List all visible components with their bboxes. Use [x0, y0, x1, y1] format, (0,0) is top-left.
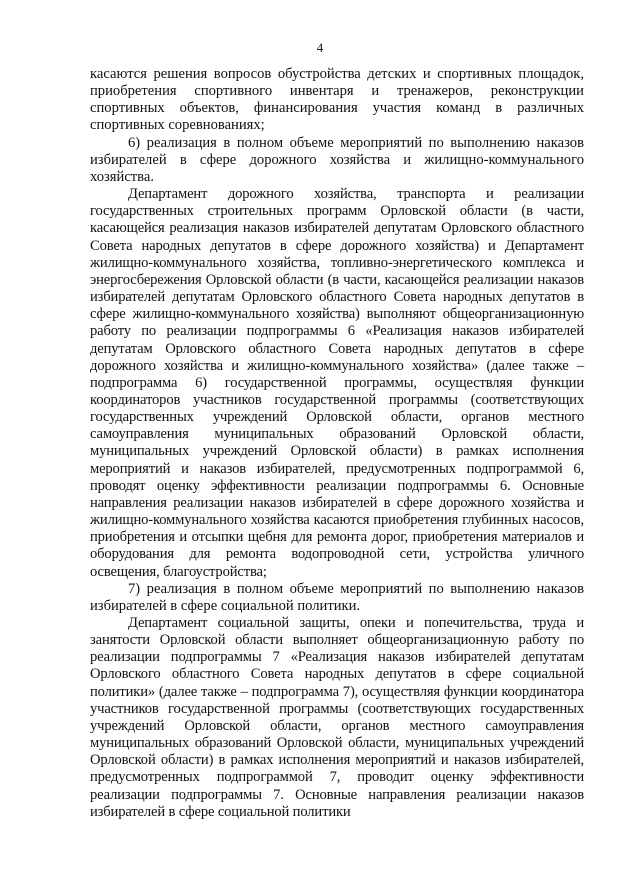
paragraph-social-department: Департамент социальной защиты, опеки и попечительства, труда и занятости Орловской области выполняет общеорганизационную работу по реализации подпрограммы 7 «Реализация наказов избирателей депутатам Орловского областного Совета народных депутатов в сфере социальной политики» (далее также – подпрограмма 7), осуществляя функции координатора участников государственной программы (соответствующих государственных учреждений Орловской области, органов местного самоуправления муниципальных образований Орловской области, муниципальных учреждений Орловской области) в рамках исполнения мероприятий и наказов избирателей, предусмотренных подпрограммой 7, проводит оценку эффективности реализации подпрограммы 7. Основные направления реализации наказов избирателей в сфере социальной политики — [90, 615, 584, 820]
paragraph-item-7: 7) реализация в полном объеме мероприятий по выполнению наказов избирателей в сфере социальной политики. — [90, 580, 584, 614]
paragraph-continuation: касаются решения вопросов обустройства детских и спортивных площадок, приобретения спортивного инвентаря и тренажеров, реконструкции спортивных объектов, финансирования участия команд в различных спортивных соревнованиях; — [90, 66, 584, 134]
paragraph-road-department: Департамент дорожного хозяйства, транспорта и реализации государственных строительных программ Орловской области (в части, касающейся реализация наказов избирателей депутатам Орловского областного Совета народных депутатов в сфере дорожного хозяйства) и Департамент жилищно-коммунального хозяйства, топливно-энергетического комплекса и энергосбережения Орловской области (в части, касающейся реализации наказов избирателей депутатам Орловского областного Совета народных депутатов в сфере жилищно-коммунального хозяйства) выполняют общеорганизационную работу по реализации подпрограммы 6 «Реализация наказов избирателей депутатам Орловского областного Совета народных депутатов в сфере дорожного хозяйства и жилищно-коммунального хозяйства» (далее также – подпрограмма 6) государственной программы, осуществляя функции координаторов участников государственной программы (соответствующих государственных учреждений Орловской области, органов местного самоуправления муниципальных образований Орловской области, муниципальных учреждений Орловской области) в рамках исполнения мероприятий и наказов избирателей, предусмотренных подпрограммой 6, проводят оценку эффективности реализации подпрограммы 6. Основные направления реализации наказов избирателей в сфере дорожного хозяйства и жилищно-коммунального хозяйства касаются приобретения глубинных насосов, приобретения и отсыпки щебня для ремонта дорог, приобретения материалов и оборудования для ремонта водопроводной сети, устройства уличного освещения, благоустройства; — [90, 186, 584, 580]
page-number: 4 — [316, 40, 324, 55]
paragraph-item-6: 6) реализация в полном объеме мероприятий по выполнению наказов избирателей в сфере дорожного хозяйства и жилищно-коммунального хозяйства. — [90, 134, 584, 185]
document-body — [90, 66, 584, 821]
